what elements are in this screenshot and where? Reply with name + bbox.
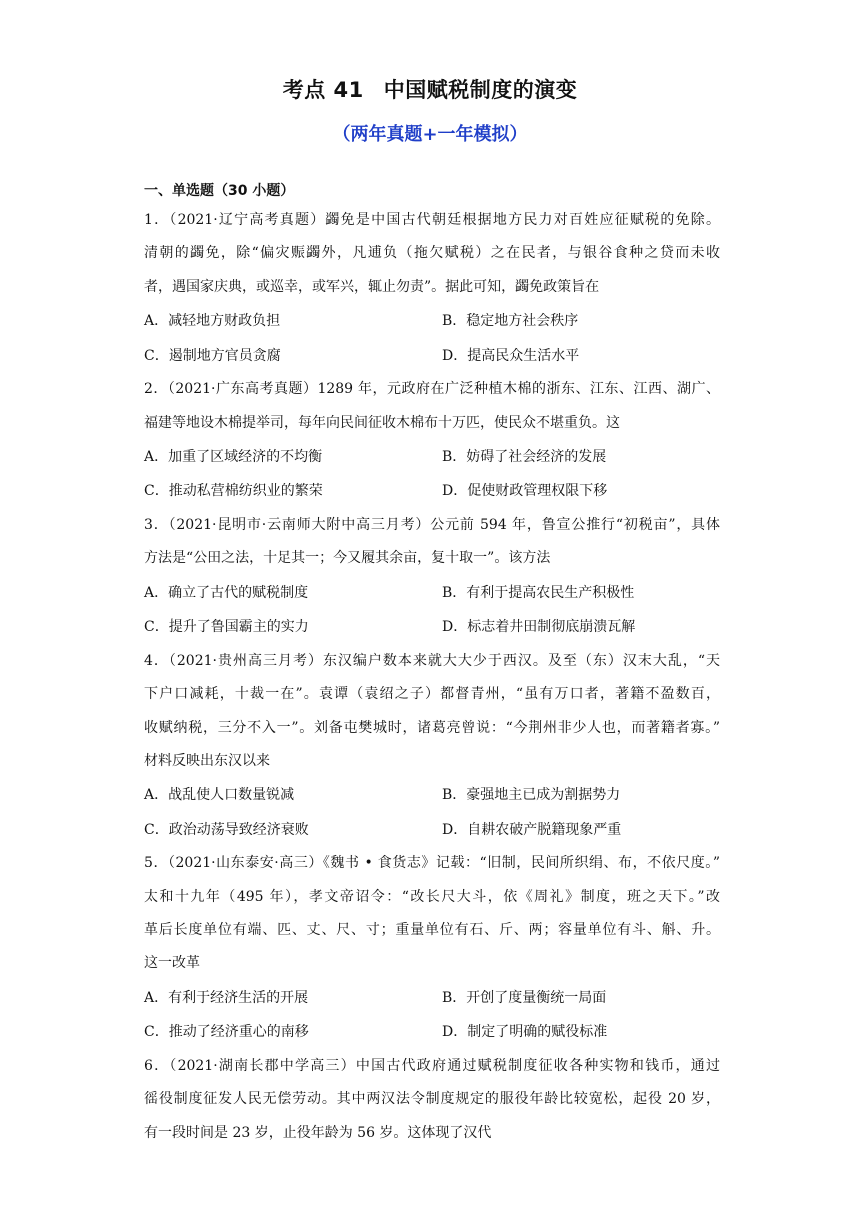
question-stem-line: 6．（2021·湖南长郡中学高三）中国古代政府通过赋税制度征收各种实物和钱币，通过: [144, 1057, 720, 1074]
question-stem-line: 福建等地设木棉提举司，每年向民间征收木棉布十万匹，使民众不堪重负。这: [144, 414, 620, 431]
question-2: [144, 373, 720, 509]
question-stem-line: 太和十九年（495 年），孝文帝诏令：“改长尺大斗，依《周礼》制度，班之天下。”改: [144, 888, 720, 905]
question-stem-line: 4．（2021·贵州高三月考）东汉编户数本来就大大少于西汉。及至（东）汉末大乱，“天: [144, 652, 720, 669]
page-title: [0, 74, 860, 104]
option-a[interactable]: A．战乱使人口数量锐减: [144, 787, 295, 804]
question-stem-line: 清朝的蠲免，除“偏灾赈蠲外，凡逋负（拖欠赋税）之在民者，与银谷食种之贷而未收: [144, 245, 720, 262]
question-stem-line: 材料反映出东汉以来: [144, 752, 270, 769]
question-5: [144, 847, 720, 1050]
question-stem-line: 2．（2021·广东高考真题）1289 年，元政府在广泛种植木棉的浙东、江东、江西、湖广、: [144, 381, 720, 398]
page-subtitle: （两年真题+一年模拟）: [332, 124, 528, 145]
option-a[interactable]: A．减轻地方财政负担: [144, 313, 281, 330]
option-b[interactable]: B．稳定地方社会秩序: [442, 313, 579, 330]
option-b[interactable]: B．豪强地主已成为割据势力: [442, 787, 621, 804]
option-row: [144, 304, 720, 339]
question-6: [144, 1050, 720, 1150]
option-a[interactable]: A．加重了区域经济的不均衡: [144, 448, 323, 465]
question-stem-line: 徭役制度征发人民无偿劳动。其中两汉法令制度规定的服役年龄比较宽松，起役 20 岁，: [144, 1091, 720, 1108]
title-topic-number: 考点 41: [282, 78, 364, 102]
question-stem-line: 有一段时间是 23 岁，止役年龄为 56 岁。这体现了汉代: [144, 1124, 492, 1141]
option-a[interactable]: A．有利于经济生活的开展: [144, 989, 309, 1006]
title-topic-name: 中国赋税制度的演变: [383, 78, 578, 102]
option-row: [144, 576, 720, 611]
option-row: [144, 981, 720, 1016]
option-row: [144, 440, 720, 475]
question-stem-line: 5．（2021·山东泰安·高三）《魏书 • 食货志》记载：“旧制，民间所织绢、布，不依尺度。”: [144, 855, 720, 872]
option-row: [144, 1015, 720, 1050]
option-row: [144, 813, 720, 848]
question-1: [144, 204, 720, 373]
option-b[interactable]: B．妨碍了社会经济的发展: [442, 448, 607, 465]
option-d[interactable]: D．提高民众生活水平: [442, 347, 580, 364]
option-c[interactable]: C．推动了经济重心的南移: [144, 1024, 309, 1041]
option-c[interactable]: C．遏制地方官员贪腐: [144, 347, 281, 364]
option-b[interactable]: B．有利于提高农民生产积极性: [442, 584, 635, 601]
question-3: [144, 509, 720, 645]
option-a[interactable]: A．确立了古代的赋税制度: [144, 584, 309, 601]
option-row: [144, 339, 720, 374]
question-stem-line: 革后长度单位有端、匹、丈、尺、寸；重量单位有石、斤、两；容量单位有斗、斛、升。: [144, 922, 720, 939]
option-c[interactable]: C．推动私营棉纺织业的繁荣: [144, 483, 323, 500]
option-row: [144, 610, 720, 645]
question-stem-line: 1．（2021·辽宁高考真题）蠲免是中国古代朝廷根据地方民力对百姓应征赋税的免除。: [144, 212, 720, 228]
option-row: [144, 474, 720, 509]
question-list: [144, 204, 720, 1150]
option-row: [144, 778, 720, 813]
question-stem-line: 方法是“公田之法，十足其一；今又履其余亩，复十取一”。该方法: [144, 550, 551, 567]
question-stem-line: 这一改革: [144, 955, 200, 972]
option-b[interactable]: B．开创了度量衡统一局面: [442, 989, 607, 1006]
option-d[interactable]: D．制定了明确的赋役标准: [442, 1024, 608, 1041]
question-stem-line: 收赋纳税，三分不入一”。刘备屯樊城时，诸葛亮曾说：“今荆州非少人也，而著籍者寡。”: [144, 719, 720, 736]
option-d[interactable]: D．自耕农破产脱籍现象严重: [442, 821, 622, 838]
question-stem-line: 者，遇国家庆典，或巡幸，或军兴，辄止勿责”。据此可知，蠲免政策旨在: [144, 278, 600, 295]
option-d[interactable]: D．促使财政管理权限下移: [442, 483, 608, 500]
option-c[interactable]: C．政治动荡导致经济衰败: [144, 821, 309, 838]
question-stem-line: 3．（2021·昆明市·云南师大附中高三月考）公元前 594 年，鲁宣公推行“初税亩”，具体: [144, 516, 720, 533]
question-stem-line: 下户口减耗，十裁一在”。袁谭（袁绍之子）都督青州，“虽有万口者，著籍不盈数百，: [144, 686, 720, 703]
option-d[interactable]: D．标志着井田制彻底崩溃瓦解: [442, 619, 636, 636]
option-c[interactable]: C．提升了鲁国霸主的实力: [144, 619, 309, 636]
section-heading: 一、单选题（30 小题）: [144, 183, 295, 199]
question-4: [144, 645, 720, 848]
